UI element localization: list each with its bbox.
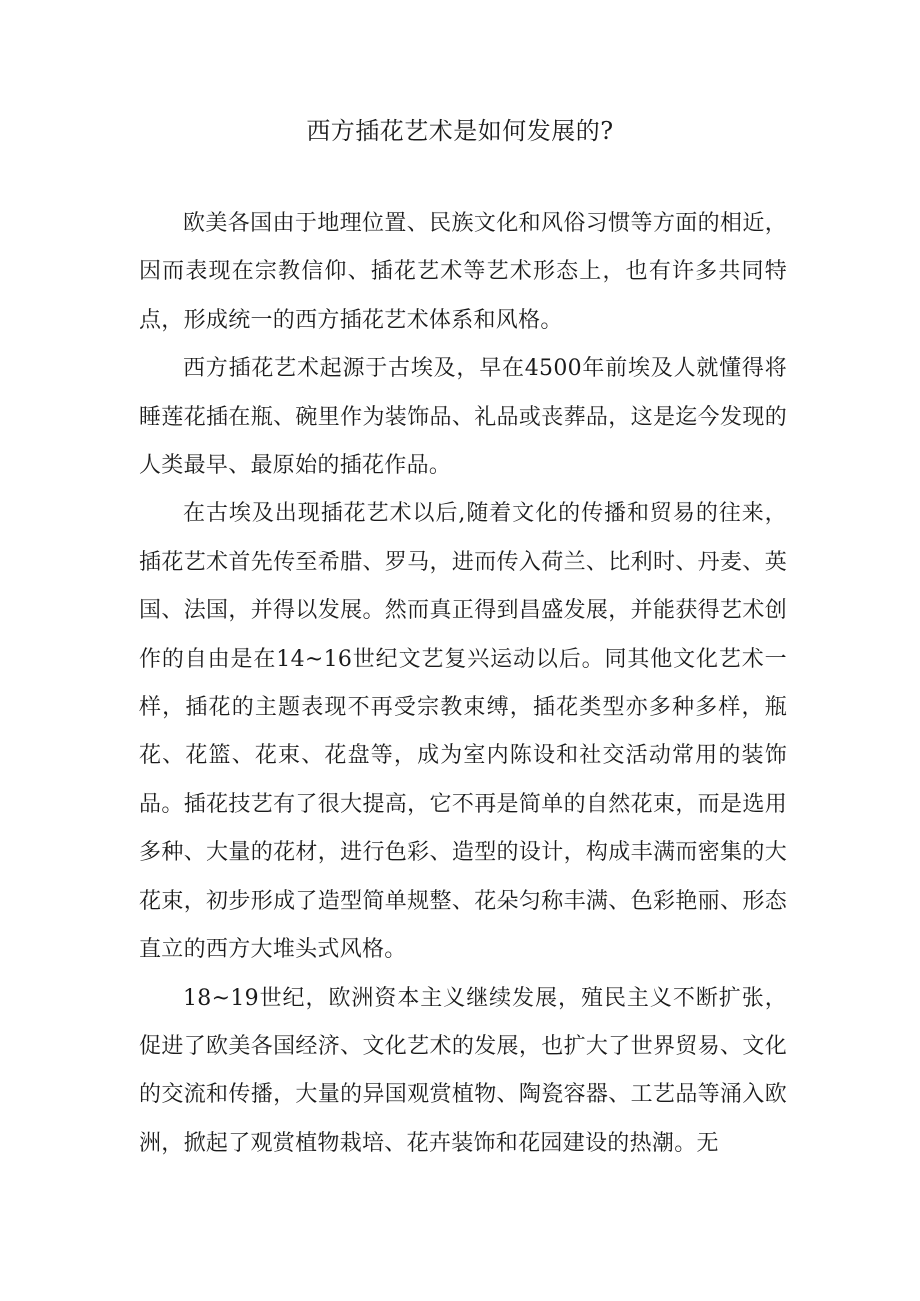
paragraph-1: 欧美各国由于地理位置、民族文化和风俗习惯等方面的相近，因而表现在宗教信仰、插花艺术等艺术形态上，也有许多共同特点，形成统一的西方插花艺术体系和风格。 [139,211,787,333]
paragraph-2: 西方插花艺术起源于古埃及，早在4500年前埃及人就懂得将睡莲花插在瓶、碗里作为装饰品、礼品或丧葬品，这是迄今发现的人类最早、最原始的插花作品。 [139,356,787,479]
document-title: 西方插花艺术是如何发展的? [306,117,614,145]
paragraph-4: 18~19世纪，欧洲资本主义继续发展，殖民主义不断扩张，促进了欧美各国经济、文化艺术的发展，也扩大了世界贸易、文化的交流和传播，大量的异国观赏植物、陶瓷容器、工艺品等涌入欧洲，掀起了观赏植物栽培、花卉装饰和花园建设的热潮。无 [139,985,787,1156]
paragraph-3: 在古埃及出现插花艺术以后,随着文化的传播和贸易的往来，插花艺术首先传至希腊、罗马，进而传入荷兰、比利时、丹麦、英国、法国，并得以发展。然而真正得到昌盛发展，并能获得艺术创作的自由是在14~16世纪文艺复兴运动以后。同其他文化艺术一样，插花的主题表现不再受宗教束缚，插花类型亦多种多样，瓶花、花篮、花束、花盘等，成为室内陈设和社交活动常用的装饰品。插花技艺有了很大提高，它不再是简单的自然花束，而是选用多种、大量的花材，进行色彩、造型的设计，构成丰满而密集的大花束，初步形成了造型简单规整、花朵匀称丰满、色彩艳丽、形态直立的西方大堆头式风格。 [139,501,787,963]
document-body [139,200,787,1168]
